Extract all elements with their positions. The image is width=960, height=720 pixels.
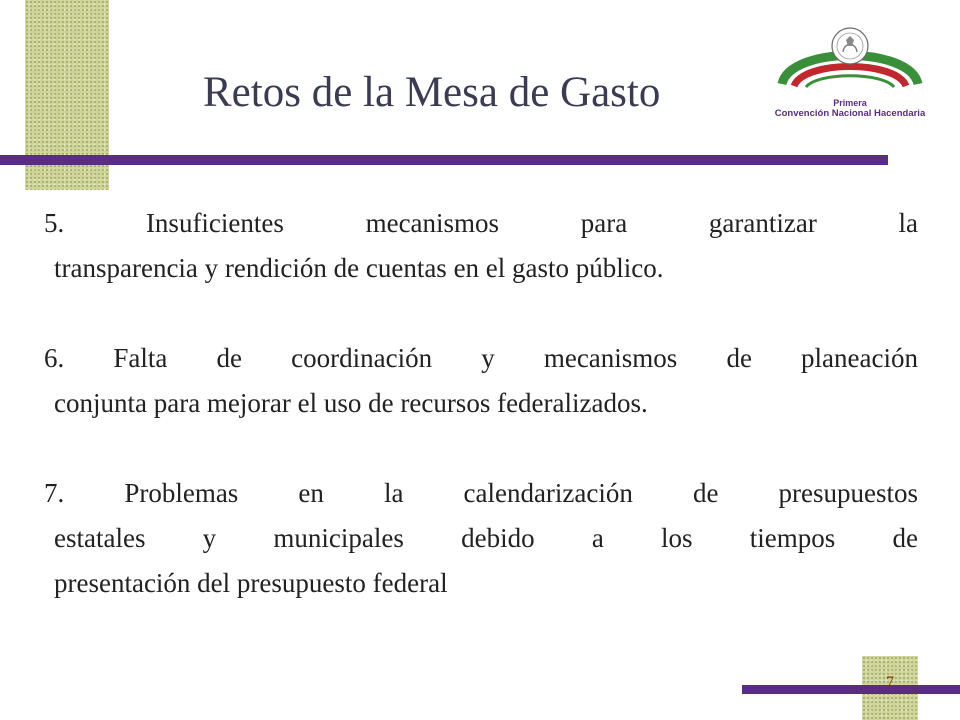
list-item-6 xyxy=(44,336,918,426)
national-seal-icon xyxy=(832,28,868,64)
list-item-7-line-1: 7. Problemas en la calendarización de presupuestos xyxy=(44,478,918,508)
logo-line-2: Convención Nacional Hacendaria xyxy=(774,108,926,119)
convention-logo xyxy=(760,22,940,126)
slide-title: Retos de la Mesa de Gasto xyxy=(203,69,661,116)
logo-arcs-icon xyxy=(760,22,940,102)
list-item-7 xyxy=(44,471,918,606)
list-item-5-line-1: 5. Insuficientes mecanismos para garantizar la xyxy=(44,208,918,238)
list-item-6-line-1: 6. Falta de coordinación y mecanismos de planeación xyxy=(44,343,918,373)
logo-line-1: Primera xyxy=(833,98,867,108)
slide-number: 7 xyxy=(886,674,894,691)
title-underline-bar xyxy=(0,155,888,165)
footer-bar xyxy=(742,685,960,694)
list-item-6-line-2: conjunta para mejorar el uso de recursos federalizados. xyxy=(54,388,648,418)
list-item-7-line-3: presentación del presupuesto federal xyxy=(54,568,448,598)
list-item-5-line-2: transparencia y rendición de cuentas en el gasto público. xyxy=(54,253,664,283)
slide-content xyxy=(44,201,918,606)
list-item-7-line-2: estatales y municipales debido a los tiempos de xyxy=(54,523,918,553)
list-item-5 xyxy=(44,201,918,291)
